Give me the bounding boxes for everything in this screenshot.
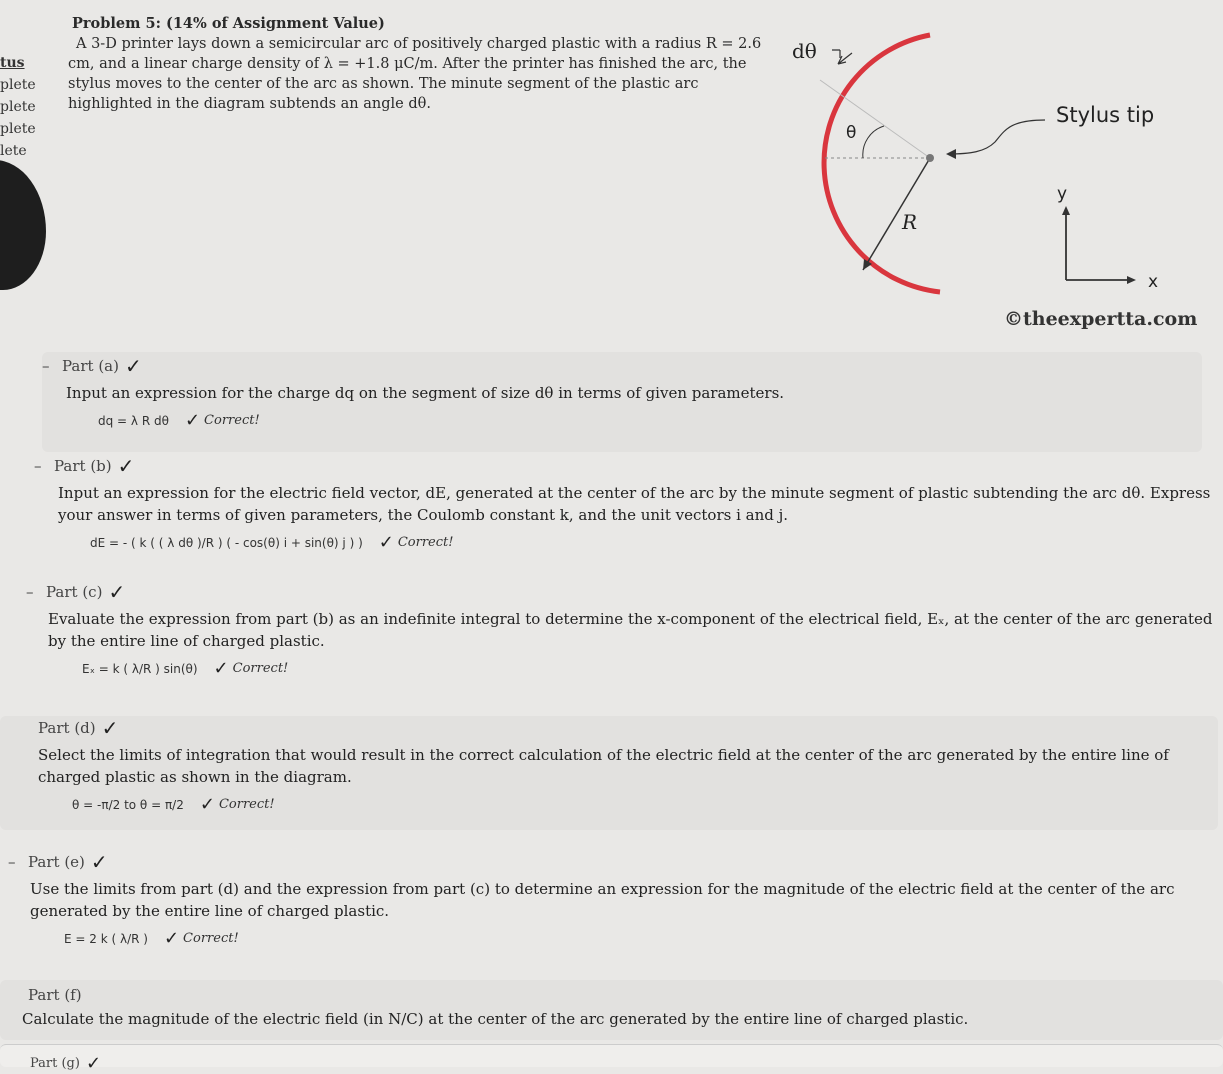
stylus-label: Stylus tip <box>1056 103 1155 127</box>
checkmark-icon: ✓ <box>117 454 135 478</box>
part-label: Part (e) <box>28 853 85 871</box>
correct-status <box>200 794 275 815</box>
part-a-header[interactable] <box>42 352 1202 378</box>
checkmark-icon: ✓ <box>184 410 201 431</box>
y-axis-arrowhead <box>1062 206 1070 215</box>
part-question: Evaluate the expression from part (b) as an indefinite integral to determine the x-component of the electrical field, Eₓ, at the center of the arc generated by the entire line of charged plastic. <box>48 610 1213 650</box>
part-c-header[interactable] <box>26 580 1216 604</box>
status-text: Correct! <box>218 797 275 812</box>
part-answer-row <box>0 794 1218 815</box>
status-text: Correct! <box>204 413 260 428</box>
collapse-icon[interactable]: – <box>26 583 34 601</box>
part-label: Part (d) <box>38 719 96 737</box>
checkmark-icon: ✓ <box>378 532 394 553</box>
part-question: Calculate the magnitude of the electric field (in N/C) at the center of the arc generated by the entire line of charged plastic. <box>22 1010 969 1028</box>
part-label: Part (c) <box>46 583 103 601</box>
x-axis-label: x <box>1148 272 1159 292</box>
checkmark-icon: ✓ <box>213 658 229 679</box>
theta-ray <box>820 80 930 158</box>
checkmark-icon: ✓ <box>101 716 119 740</box>
problem-statement <box>68 14 780 114</box>
stylus-arrowhead <box>946 149 956 159</box>
correct-status <box>379 532 454 553</box>
sidebar-header: tus <box>0 55 25 71</box>
part-answer-row <box>8 928 1223 949</box>
collapse-icon[interactable]: – <box>42 357 50 375</box>
part-label: Part (g) <box>30 1056 80 1071</box>
theta-arc <box>863 126 884 158</box>
dtheta-label: dθ <box>792 39 817 63</box>
answer-expression: Eₓ = k ( λ/R ) sin(θ) <box>82 661 198 676</box>
theta-label: θ <box>846 123 857 143</box>
part-f-panel <box>0 980 1223 1040</box>
arc-center-point <box>926 154 934 162</box>
radius-label: R <box>902 210 918 234</box>
y-axis-label: y <box>1057 184 1068 204</box>
correct-status <box>214 658 289 679</box>
part-label: Part (f) <box>28 986 82 1004</box>
copyright-watermark: ©theexpertta.com <box>1004 308 1198 330</box>
part-a-panel <box>42 352 1202 452</box>
part-c-panel <box>26 580 1216 690</box>
part-f-header[interactable] <box>0 980 1223 1004</box>
answer-expression: θ = -π/2 to θ = π/2 <box>72 797 184 812</box>
correct-status <box>164 928 239 949</box>
checkmark-icon: ✓ <box>199 794 215 815</box>
answer-expression: E = 2 k ( λ/R ) <box>64 931 148 946</box>
part-b-panel <box>34 454 1214 562</box>
part-label: Part (a) <box>62 357 119 375</box>
problem-title: Problem 5: (14% of Assignment Value) <box>72 15 385 32</box>
x-axis-arrowhead <box>1127 276 1136 284</box>
sidebar-item[interactable]: plete <box>0 77 36 93</box>
problem-text: A 3-D printer lays down a semicircular arc of positively charged plastic with a radius R = 2.6 cm, and a linear charge density of λ = +1.8 μC/m. After the printer has finished the arc, the stylus moves to the center of the arc as shown. The minute segment of the plastic arc highlighted in the diagram subtends an angle dθ. <box>68 36 762 112</box>
answer-expression: dE = - ( k ( ( λ dθ )/R ) ( - cos(θ) i + sin(θ) j ) ) <box>90 535 363 550</box>
status-sidebar <box>0 52 40 162</box>
dtheta-arrow <box>832 50 840 58</box>
finger-obstruction <box>0 160 46 290</box>
status-text: Correct! <box>232 661 289 676</box>
part-g-panel <box>0 1044 1223 1074</box>
part-answer-row <box>42 410 1202 431</box>
sidebar-item[interactable]: plete <box>0 99 36 115</box>
checkmark-icon: ✓ <box>163 928 180 949</box>
part-d-header[interactable] <box>0 716 1218 740</box>
part-label: Part (b) <box>54 457 112 475</box>
arc-diagram <box>780 30 1200 310</box>
part-question: Use the limits from part (d) and the expression from part (c) to determine an expression for the magnitude of the electric field at the center of the arc generated by the entire line of charged plastic. <box>30 880 1175 920</box>
part-d-panel <box>0 716 1218 830</box>
collapse-icon[interactable]: – <box>34 457 42 475</box>
collapse-icon[interactable]: – <box>8 853 16 871</box>
answer-expression: dq = λ R dθ <box>98 413 169 428</box>
checkmark-icon: ✓ <box>124 354 142 378</box>
checkmark-icon: ✓ <box>108 580 126 604</box>
charged-arc <box>824 35 940 292</box>
part-e-header[interactable] <box>8 850 1223 874</box>
status-text: Correct! <box>183 931 239 946</box>
sidebar-item[interactable]: lete <box>0 143 27 159</box>
part-g-header[interactable] <box>0 1045 1223 1074</box>
checkmark-icon: ✓ <box>85 1053 102 1074</box>
part-question: Select the limits of integration that would result in the correct calculation of the electric field at the center of the arc generated by the entire line of charged plastic as shown in the diagram. <box>38 746 1169 786</box>
status-text: Correct! <box>397 535 454 550</box>
part-answer-row <box>26 658 1216 679</box>
part-question: Input an expression for the charge dq on the segment of size dθ in terms of given parameters. <box>66 384 785 402</box>
sidebar-item[interactable]: plete <box>0 121 36 137</box>
correct-status <box>185 410 260 431</box>
part-e-panel <box>8 850 1223 960</box>
part-b-header[interactable] <box>34 454 1214 478</box>
radius-line <box>863 158 930 270</box>
checkmark-icon: ✓ <box>90 850 108 874</box>
part-answer-row <box>34 532 1214 553</box>
stylus-pointer <box>948 120 1045 154</box>
part-question: Input an expression for the electric field vector, dE, generated at the center of the arc by the minute segment of plastic subtending the arc dθ. Express your answer in terms of given parameters, the Coulomb constant k, and the unit vectors i and j. <box>58 484 1211 524</box>
